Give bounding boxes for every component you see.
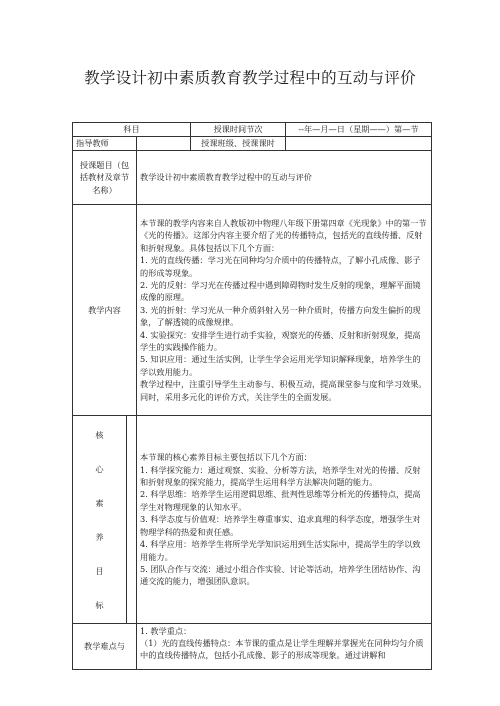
content-label: 教学内容 (73, 205, 137, 416)
teacher-label: 指导教师 (73, 137, 137, 151)
difficulty-paragraph: 1. 教学重点： (140, 625, 192, 636)
document-title: 教学设计初中素质教育教学过程中的互动与评价 (84, 69, 416, 87)
content-text (137, 205, 432, 416)
teacher-value (137, 137, 191, 151)
difficulty-text (137, 624, 432, 670)
subject-label: 科目 (73, 123, 191, 137)
core-label-char: 心 (95, 463, 104, 474)
content-paragraph: 4. 实验探究：安排学生进行动手实验，观察光的传播、反射和折射现象，提高学生的实践操作能力。 (140, 329, 421, 353)
content-paragraph: 2. 光的反射：学习光在传播过程中遇到障碍物时发生反射的现象，理解平面镜成像的原理。 (140, 279, 421, 303)
core-paragraph: 4. 科学应用：培养学生将所学光学知识运用到生活实际中，提高学生的学以致用能力。 (140, 539, 421, 562)
time-value: --年—月—日（星期——）第—节 (286, 123, 432, 137)
content-paragraph: 3. 光的折射：学习光从一种介质斜射入另一种介质时，传播方向发生偏折的现象，了解透镜的成像规律。 (140, 304, 421, 328)
core-label-char: 养 (95, 531, 104, 542)
class-value (286, 137, 432, 151)
difficulty-row (73, 624, 432, 670)
core-spacer (127, 416, 137, 624)
class-label: 授课班级、授课课时 (191, 137, 286, 151)
core-paragraph: 2. 科学思维：培养学生运用逻辑思维、批判性思维等分析光的传播特点，提高学生对物理现象的认知水平。 (140, 489, 421, 512)
content-row (73, 205, 432, 416)
core-paragraph: 5. 团队合作与交流：通过小组合作实验、讨论等活动，培养学生团结协作、沟通交流的能力，增强团队意识。 (140, 563, 421, 587)
core-label-char: 素 (95, 497, 104, 508)
core-label-char: 标 (95, 599, 104, 610)
core-label-char: 核 (95, 429, 104, 440)
core-label (73, 416, 127, 624)
core-paragraph: 3. 科学态度与价值观：培养学生尊重事实、追求真理的科学态度，增强学生对物理学科的热爱和责任感。 (140, 514, 421, 537)
content-paragraph: 1. 光的直线传播：学习光在同种均匀介质中的传播特点，了解小孔成像、影子的形成等现象。 (140, 255, 421, 278)
time-label: 授课时间节次 (191, 123, 286, 137)
difficulty-label: 教学难点与 (73, 624, 137, 670)
header-row-teacher (73, 137, 432, 151)
core-label-char: 目 (95, 565, 104, 576)
content-paragraph: 5. 知识应用：通过生活实例，让学生学会运用光学知识解释现象，培养学生的学以致用能力。 (140, 354, 421, 377)
topic-row (73, 151, 432, 205)
topic-value: 教学设计初中素质教育教学过程中的互动与评价 (137, 151, 432, 205)
topic-label: 授课题目（包括教材及章节名称） (73, 151, 137, 205)
lesson-plan-table (72, 122, 432, 670)
core-paragraph: 本节课的核心素养目标主要包括以下几个方面： (140, 452, 312, 463)
header-row-subject (73, 123, 432, 137)
content-paragraph: 本节课的教学内容来自人教版初中物理八年级下册第四章《光现象》中的第一节《光的传播》。这部分内容主要介绍了光的传播特点，包括光的直线传播、反射和折射现象。具体包括以下几个方面： (140, 217, 427, 253)
content-paragraph: 教学过程中，注重引导学生主动参与、积极互动，提高课堂参与度和学习效果。同时，采用多元化的评价方式，关注学生的全面发展。 (140, 379, 427, 402)
core-paragraph: 1. 科学探究能力：通过观察、实验、分析等方法，培养学生对光的传播、反射和折射现象的探究能力，提高学生运用科学方法解决问题的能力。 (140, 464, 421, 488)
core-row (73, 416, 432, 624)
core-text (137, 416, 432, 624)
difficulty-paragraph: （1）光的直线传播特点：本节课的重点是让学生理解并掌握光在同种均匀介质中的直线传播特点，包括小孔成像、影子的形成等现象。通过讲解和 (140, 637, 424, 661)
